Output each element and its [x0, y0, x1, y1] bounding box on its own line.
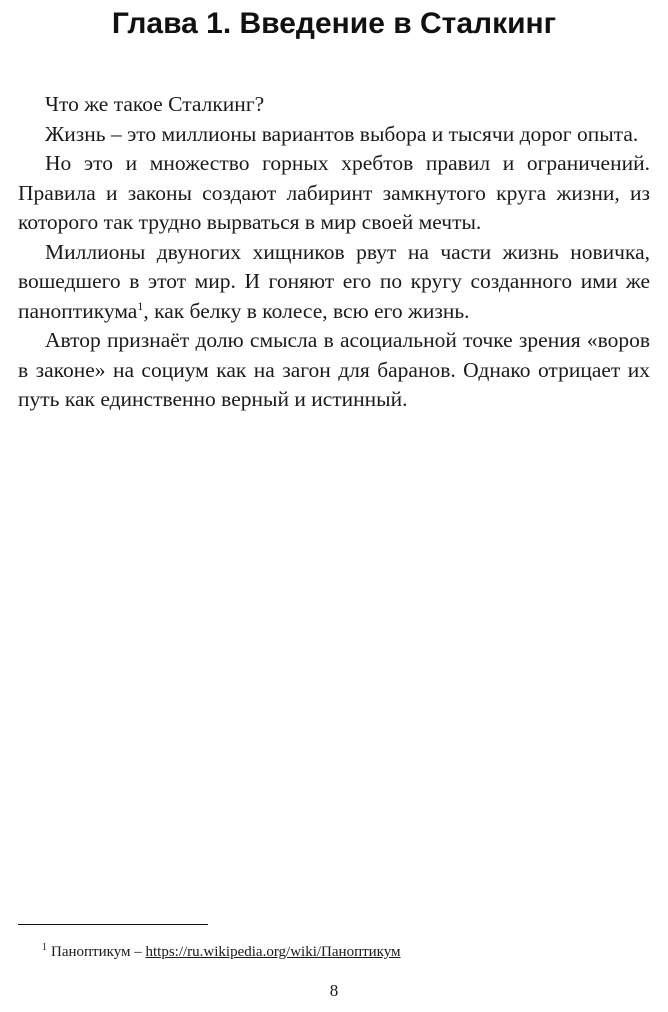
paragraph-predators-text-end: , как белку в колесе, всю его жизнь.	[143, 298, 470, 323]
paragraph-question: Что же такое Сталкинг?	[45, 92, 265, 116]
footnote-reference-marker[interactable]: 1	[137, 298, 144, 313]
body-text	[18, 90, 650, 415]
chapter-title: Глава 1. Введение в Сталкинг	[111, 7, 557, 40]
page-number: 8	[329, 981, 339, 1000]
paragraph-predators-text: Миллионы двуногих хищников рвут на части жизнь новичка, вошедшего в этот мир. И гоняют его по кругу созданного ими же паноптикума	[18, 239, 650, 323]
paragraph-rules-labyrinth: Но это и множество горных хребтов правил и ограничений. Правила и законы создают лабиринт замкнутого круга жизни, из которого так трудно вырваться в мир своей мечты.	[18, 151, 650, 234]
footnote	[42, 942, 401, 962]
paragraph-predators	[18, 238, 650, 327]
footnote-marker: 1	[42, 942, 47, 953]
paragraph-author-view: Автор признаёт долю смысла в асоциальной точке зрения «воров в законе» на социум как на загон для баранов. Однако отрицает их путь как единственно верный и истинный.	[18, 328, 650, 411]
footnote-link[interactable]: https://ru.wikipedia.org/wiki/Паноптикум	[145, 944, 401, 960]
footnote-separator	[18, 924, 208, 925]
paragraph-life-choices: Жизнь – это миллионы вариантов выбора и тысячи дорог опыта.	[45, 121, 639, 146]
footnote-text: Паноптикум –	[51, 944, 146, 960]
